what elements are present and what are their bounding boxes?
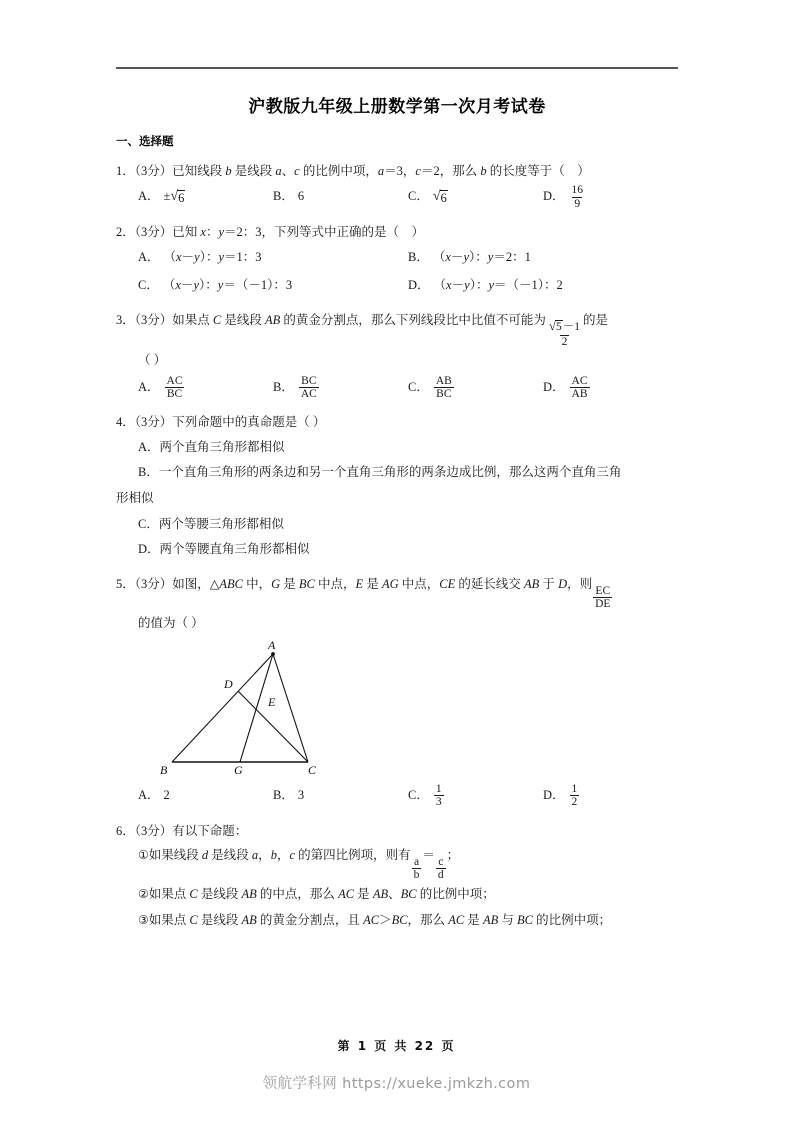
q2-option-c-label: C． — [138, 277, 159, 292]
figure-label-D: D — [224, 677, 233, 692]
page-content — [116, 92, 678, 942]
q1-option-c-value: √ 6 — [432, 189, 447, 206]
q3-option-d-label: D． — [543, 379, 565, 394]
q2-stem-text: 2．（3分）已知 x：y＝2：3，下列等式中正确的是（ ） — [116, 224, 425, 239]
question-1 — [116, 159, 678, 211]
question-3-options — [116, 374, 678, 402]
question-6-stem: 6．（3分）有以下命题： — [116, 823, 248, 838]
q5-option-d-den: 2 — [571, 796, 578, 809]
q3-option-a-label: A． — [138, 379, 160, 394]
q2-option-b-value: （x－y）：y＝2：1 — [432, 250, 531, 265]
q2-option-a-label: A． — [138, 250, 160, 265]
q1-option-b-label: B． — [273, 189, 294, 204]
q4-option-c[interactable]: C．两个等腰三角形都相似 — [138, 516, 284, 531]
q2-option-d[interactable] — [408, 272, 678, 300]
q4-option-a[interactable]: A．两个直角三角形都相似 — [138, 439, 285, 454]
q4-option-b[interactable]: B．一个直角三角形的两条边和另一个直角三角形的两条边成比例，那么这两个直角三角 — [138, 465, 622, 480]
q6-frac1-num: a — [413, 856, 420, 869]
question-4 — [116, 410, 678, 563]
q3-option-c[interactable] — [408, 374, 543, 402]
q5-option-c-num: 1 — [435, 783, 442, 796]
q2-option-b-label: B． — [408, 250, 429, 265]
q3-stem-tail: 的是 — [583, 313, 609, 328]
question-5-stem — [116, 572, 678, 611]
q5-option-d-label: D． — [543, 788, 565, 803]
question-4-options — [116, 435, 678, 486]
q5-option-d-num: 1 — [571, 783, 578, 796]
q2-option-c-value: （x－y）：y＝（－1）：3 — [162, 277, 293, 292]
q6-frac1-den: b — [413, 869, 420, 882]
q4-option-d[interactable]: D．两个等腰直角三角形都相似 — [138, 542, 310, 557]
question-5-options — [116, 782, 678, 810]
q4-option-b-continuation: 形相似 — [116, 490, 154, 505]
figure-label-E: E — [268, 695, 276, 710]
q5-option-d-value — [570, 783, 580, 809]
q6-item-2 — [116, 882, 678, 908]
figure-label-C: C — [308, 763, 317, 776]
q6-item-3 — [116, 908, 678, 934]
q6-item-1 — [116, 843, 678, 882]
question-2-options-row1 — [116, 244, 678, 272]
q6-fraction-cd — [436, 856, 446, 882]
section-heading-choice: 一、选择题 — [116, 134, 174, 148]
figure-label-B: B — [160, 763, 168, 776]
q6-item-1-marker: ① — [138, 848, 149, 863]
page-title: 沪教版九年级上册数学第一次月考试卷 — [248, 97, 546, 117]
question-3-stem — [116, 308, 678, 348]
q3-option-b-value: $\frac{BC}{AC}$ — [300, 374, 317, 401]
q6-frac2-den: d — [437, 869, 444, 882]
question-3 — [116, 308, 678, 401]
q5-option-a-label: A． — [138, 788, 160, 803]
figure-label-G: G — [234, 763, 243, 776]
q1-option-a-value: ± √ 6 — [163, 189, 185, 206]
q2-option-a-value: （x－y）：y＝1：3 — [163, 250, 262, 265]
q3-option-d[interactable] — [543, 374, 678, 402]
q3-option-c-label: C． — [408, 379, 429, 394]
q2-option-a[interactable] — [138, 244, 408, 272]
q6-item-3-text: 如果点 C 是线段 AB 的黄金分割点，且 AC＞BC，那么 AC 是 AB 与 BC 的比例中项； — [148, 912, 612, 927]
q5-option-b-label: B． — [273, 788, 294, 803]
q5-option-a[interactable] — [138, 782, 273, 810]
question-2-stem — [116, 220, 678, 244]
q2-option-c[interactable] — [138, 272, 408, 300]
q1-option-c[interactable] — [408, 183, 543, 211]
q1-option-a[interactable] — [138, 183, 273, 211]
q3-option-b-label: B． — [273, 379, 294, 394]
q6-item-1-tail: ； — [446, 848, 460, 863]
q6-frac2-num: c — [438, 856, 444, 869]
q6-item-1-text: 如果线段 d 是线段 a，b，c 的第四比例项，则有 — [148, 848, 411, 863]
q1-option-d[interactable] — [543, 183, 678, 211]
q1-option-b[interactable] — [273, 183, 408, 211]
question-6 — [116, 819, 678, 933]
q3-option-a[interactable] — [138, 374, 273, 402]
question-1-options — [116, 183, 678, 211]
q6-item-2-text: 如果点 C 是线段 AB 的中点，那么 AC 是 AB、BC 的比例中项； — [148, 886, 495, 901]
q5-option-a-value: 2 — [163, 788, 170, 803]
q2-option-d-value: （x－y）：y＝（－1）：2 — [433, 277, 563, 292]
q5-ratio-fraction: $\frac{EC}{DE}$ — [595, 584, 611, 611]
q5-stem-line2: 的值为（ ） — [138, 615, 204, 630]
site-watermark: 领航学科网 https://xueke.jmkzh.com — [262, 1076, 531, 1092]
q6-equals: ＝ — [422, 848, 435, 863]
question-1-stem — [116, 159, 678, 183]
q6-fraction-ab — [412, 856, 422, 882]
q3-option-b[interactable] — [273, 374, 408, 402]
header-divider — [116, 67, 678, 69]
q5-stem-text: 5．（3分）如图，△ABC 中，G 是 BC 中点，E 是 AG 中点，CE 的延长线交 AB 于 D，则 — [116, 576, 593, 591]
q6-item-3-marker: ③ — [138, 912, 149, 927]
q3-golden-ratio-fraction: √ 5 －1 2 — [548, 319, 580, 348]
q1-stem-text: 1．（3分）已知线段 b 是线段 a、c 的比例中项，a＝3，c＝2，那么 b 的长度等于（ ） — [116, 164, 590, 178]
q5-option-c-label: C． — [408, 788, 429, 803]
q5-option-d[interactable] — [543, 782, 678, 810]
q1-option-c-label: C． — [408, 189, 429, 204]
question-2-options-row2 — [116, 272, 678, 300]
page-footer: 第 1 页 共 22 页 — [337, 1039, 456, 1053]
q1-option-b-value: 6 — [297, 189, 305, 204]
q3-stem-line2: （ ） — [138, 353, 167, 368]
q2-option-b[interactable] — [408, 244, 678, 272]
q5-option-b[interactable] — [273, 782, 408, 810]
q5-option-c-value — [434, 783, 444, 809]
q1-option-a-label: A． — [138, 189, 160, 204]
q5-option-c-den: 3 — [435, 796, 442, 809]
q1-option-d-label: D． — [543, 189, 565, 204]
question-5-figure-wrap — [116, 640, 678, 780]
triangle-abc-diagram — [138, 640, 368, 775]
q3-option-a-value: $\frac{AC}{BC}$ — [166, 374, 183, 401]
q3-option-d-value: $\frac{AC}{AB}$ — [571, 374, 588, 401]
q5-option-b-value: 3 — [297, 788, 305, 803]
question-4-options-rest — [116, 512, 678, 563]
q3-option-c-value: $\frac{AB}{BC}$ — [435, 374, 452, 401]
q6-item-2-marker: ② — [138, 886, 149, 901]
question-5 — [116, 572, 678, 810]
question-2 — [116, 220, 678, 299]
q1-option-d-value: $\frac{16}{9}$ — [571, 184, 584, 210]
q5-option-c[interactable] — [408, 782, 543, 810]
question-4-stem: 4．（3分）下列命题中的真命题是（ ） — [116, 415, 326, 430]
q2-option-d-label: D． — [408, 277, 430, 292]
q3-stem-text: 3．（3分）如果点 C 是线段 AB 的黄金分割点，那么下列线段比中比值不可能为 — [116, 313, 546, 328]
figure-label-A: A — [268, 640, 276, 653]
